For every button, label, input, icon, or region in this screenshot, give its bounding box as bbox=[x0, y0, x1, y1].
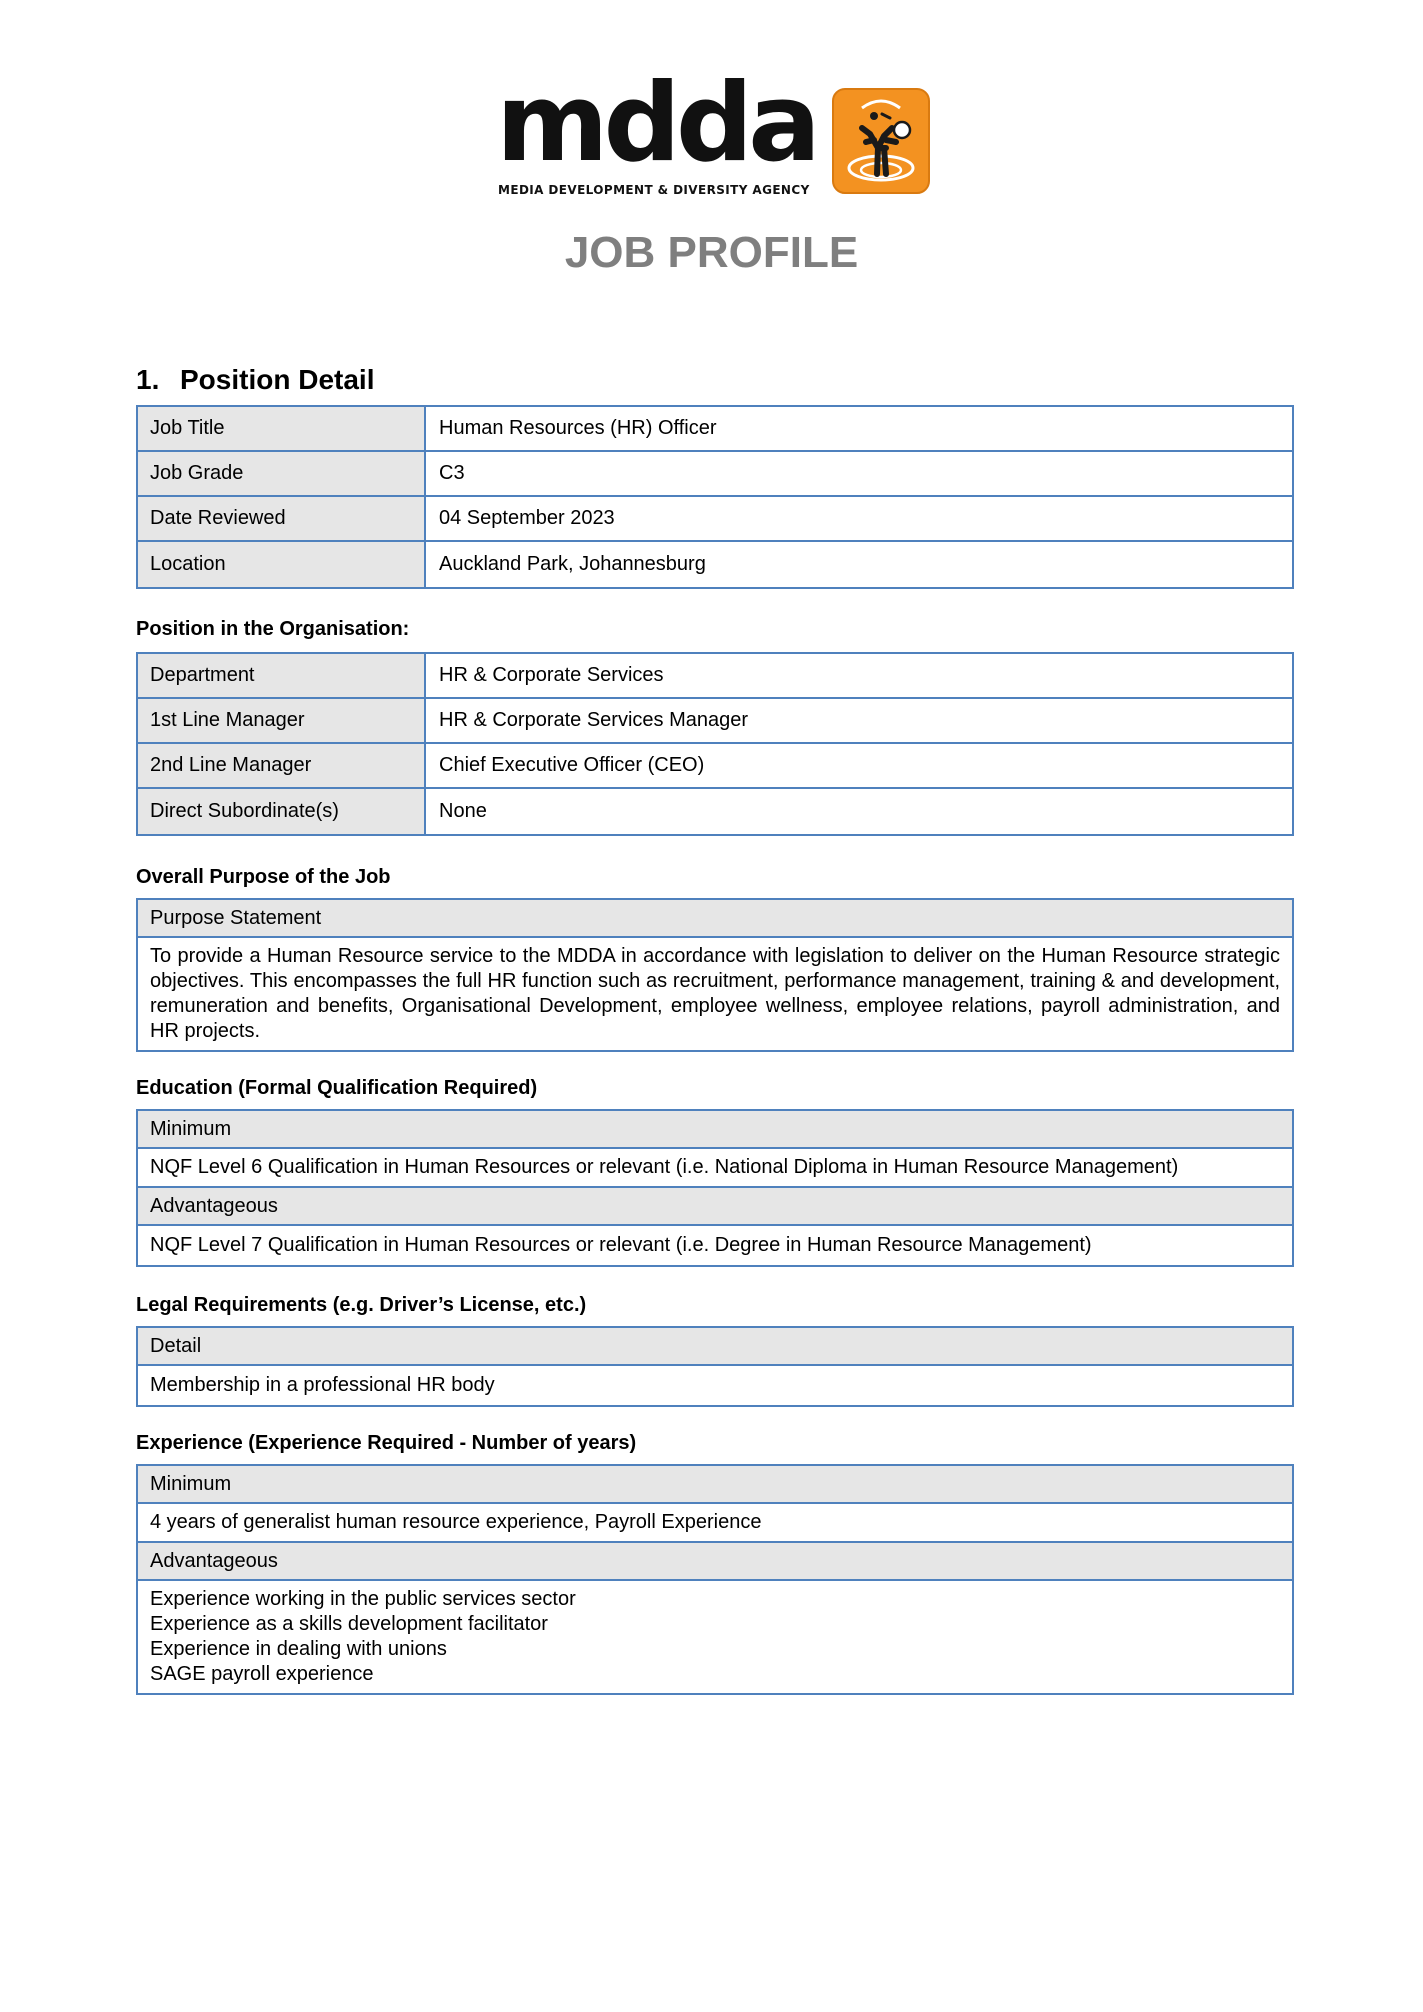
purpose-statement-text: To provide a Human Resource service to the MDDA in accordance with legislation to deliver on the Human Resource strategic objectives. This encompasses the full HR function such as recruitment, performance management, training & and development, remuneration and benefits, Organisational Development, employee wellness, employee relations, payroll administration, and HR projects. bbox=[150, 945, 1280, 1042]
tree-emblem-icon bbox=[832, 88, 930, 194]
legal-detail-text: Membership in a professional HR body bbox=[150, 1374, 495, 1396]
purpose-heading: Overall Purpose of the Job bbox=[136, 866, 391, 888]
row-value: Auckland Park, Johannesburg bbox=[439, 553, 706, 575]
education-table bbox=[136, 1109, 1294, 1267]
section-title-text: Position Detail bbox=[180, 364, 375, 395]
legal-detail-header: Detail bbox=[138, 1328, 1292, 1366]
row-label: Date Reviewed bbox=[138, 497, 426, 540]
section-title-position-detail bbox=[136, 364, 374, 396]
row-value: C3 bbox=[439, 462, 465, 484]
experience-minimum-header: Minimum bbox=[138, 1466, 1292, 1504]
row-value: HR & Corporate Services bbox=[439, 664, 664, 686]
row-label: Job Grade bbox=[138, 452, 426, 495]
table-row bbox=[138, 699, 1292, 744]
row-value: None bbox=[439, 800, 487, 822]
list-item: Experience in dealing with unions bbox=[150, 1638, 447, 1660]
logo-tagline: MEDIA DEVELOPMENT & DIVERSITY AGENCY bbox=[498, 183, 810, 197]
education-advantageous-text: NQF Level 7 Qualification in Human Resources or relevant (i.e. Degree in Human Resource Management) bbox=[150, 1234, 1092, 1256]
row-label: Location bbox=[138, 542, 426, 587]
education-heading: Education (Formal Qualification Required) bbox=[136, 1077, 538, 1099]
list-item: SAGE payroll experience bbox=[150, 1663, 374, 1685]
education-minimum-header: Minimum bbox=[138, 1111, 1292, 1149]
experience-minimum-text: 4 years of generalist human resource experience, Payroll Experience bbox=[138, 1504, 1292, 1543]
experience-table bbox=[136, 1464, 1294, 1695]
row-label: 2nd Line Manager bbox=[138, 744, 426, 787]
legal-heading: Legal Requirements (e.g. Driver’s License, etc.) bbox=[136, 1294, 587, 1316]
mdda-logo bbox=[496, 61, 936, 198]
legal-table bbox=[136, 1326, 1294, 1407]
row-label: Job Title bbox=[138, 407, 426, 450]
experience-advantageous-list bbox=[138, 1581, 1292, 1693]
list-item: Experience as a skills development facilitator bbox=[150, 1613, 548, 1635]
table-row bbox=[138, 497, 1292, 542]
row-value: HR & Corporate Services Manager bbox=[439, 709, 749, 731]
row-label: Direct Subordinate(s) bbox=[138, 789, 426, 834]
organisation-heading: Position in the Organisation: bbox=[136, 618, 410, 640]
row-value: Chief Executive Officer (CEO) bbox=[439, 754, 705, 776]
purpose-table bbox=[136, 898, 1294, 1052]
organisation-table bbox=[136, 652, 1294, 836]
row-value: Human Resources (HR) Officer bbox=[439, 417, 717, 439]
row-label: 1st Line Manager bbox=[138, 699, 426, 742]
table-row bbox=[138, 452, 1292, 497]
row-label: Department bbox=[138, 654, 426, 697]
education-advantageous-header: Advantageous bbox=[138, 1188, 1292, 1226]
list-item: Experience working in the public services sector bbox=[150, 1588, 576, 1610]
position-detail-table bbox=[136, 405, 1294, 589]
table-row bbox=[138, 789, 1292, 834]
document-title: JOB PROFILE bbox=[564, 228, 859, 277]
row-value: 04 September 2023 bbox=[439, 507, 615, 529]
logo-wordmark: mdda bbox=[496, 61, 817, 186]
experience-heading: Experience (Experience Required - Number of years) bbox=[136, 1432, 637, 1454]
table-row bbox=[138, 654, 1292, 699]
experience-advantageous-header: Advantageous bbox=[138, 1543, 1292, 1581]
section-number: 1. bbox=[136, 364, 160, 395]
table-row bbox=[138, 744, 1292, 789]
education-minimum-text: NQF Level 6 Qualification in Human Resources or relevant (i.e. National Diploma in Human Resource Management) bbox=[138, 1149, 1292, 1188]
purpose-statement-header: Purpose Statement bbox=[138, 900, 1292, 938]
table-row bbox=[138, 542, 1292, 587]
table-row bbox=[138, 407, 1292, 452]
